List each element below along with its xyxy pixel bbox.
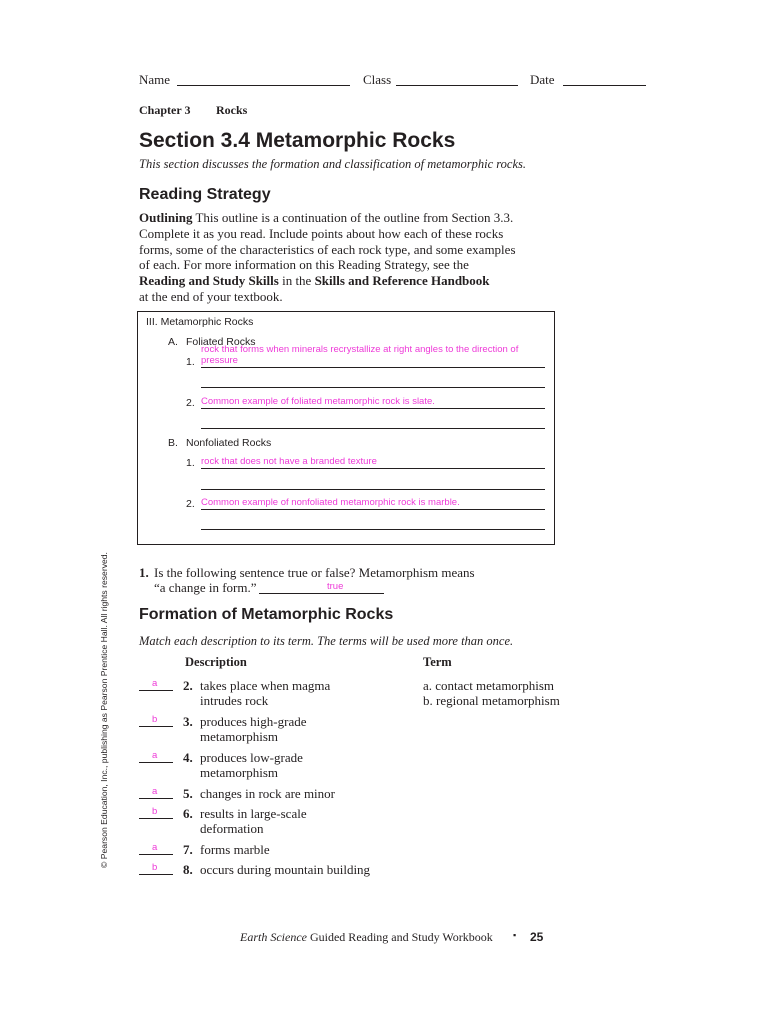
item-description-cont: intrudes rock	[200, 693, 269, 708]
class-label: Class	[363, 72, 392, 87]
matching-answer-field[interactable]	[139, 784, 173, 799]
item-number: 7.	[183, 842, 193, 857]
outline-a2-field[interactable]	[201, 394, 545, 409]
matching-answer-field[interactable]	[139, 860, 173, 875]
chapter-title: Rocks	[216, 103, 248, 117]
reading-strategy-text-1: This outline is a continuation of the outline from Section 3.3.	[195, 210, 514, 225]
copyright-notice: © Pearson Education, Inc., publishing as Pearson Prentice Hall. All rights reserved.	[99, 552, 109, 868]
item-number: 3.	[183, 714, 193, 729]
outline-b2-field[interactable]	[201, 495, 545, 510]
matching-answer: a	[152, 750, 158, 761]
handbook-ref: Skills and Reference Handbook	[314, 273, 490, 288]
item-description: occurs during mountain building	[200, 862, 371, 877]
matching-answer-field[interactable]	[139, 712, 173, 727]
outline-b2-field-extra[interactable]	[201, 515, 545, 530]
outline-b-title: Nonfoliated Rocks	[186, 437, 272, 449]
reading-study-skills-ref: Reading and Study Skills	[139, 273, 279, 288]
item-number: 5.	[183, 786, 193, 801]
date-label: Date	[530, 72, 555, 87]
matching-answer: a	[152, 842, 158, 853]
reading-strategy-heading: Reading Strategy	[139, 186, 271, 203]
outline-a1-number: 1.	[186, 356, 195, 368]
matching-answer-field[interactable]	[139, 748, 173, 763]
term-b: b. regional metamorphism	[423, 693, 560, 708]
reading-strategy-line-2: Complete it as you read. Include points about how each of these rocks	[139, 226, 504, 241]
outline-b2-number: 2.	[186, 498, 195, 510]
reading-strategy-line-3: forms, some of the characteristics of each rock type, and some examples	[139, 242, 516, 257]
item-number: 2.	[183, 678, 193, 693]
section-title: Section 3.4 Metamorphic Rocks	[139, 129, 456, 152]
outline-b-label: B.	[168, 437, 178, 449]
item-number: 6.	[183, 806, 193, 821]
outline-b2-answer: Common example of nonfoliated metamorphic rock is marble.	[201, 497, 460, 508]
item-description: changes in rock are minor	[200, 786, 336, 801]
item-description: takes place when magma	[200, 678, 331, 693]
outline-a-title: Foliated Rocks	[186, 336, 256, 348]
matching-answer-field[interactable]	[139, 804, 173, 819]
reading-strategy-line-4: of each. For more information on this Reading Strategy, see the	[139, 257, 469, 272]
item-description: results in large-scale	[200, 806, 307, 821]
footer-book-title	[240, 930, 493, 945]
item-description: forms marble	[200, 842, 270, 857]
formation-instructions: Match each description to its term. The terms will be used more than once.	[139, 634, 514, 648]
description-header: Description	[185, 655, 247, 669]
footer-book-italic: Earth Science	[240, 930, 307, 944]
date-field[interactable]	[563, 85, 646, 86]
matching-answer: b	[152, 806, 158, 817]
section-subtitle: This section discusses the formation and classification of metamorphic rocks.	[139, 157, 527, 171]
matching-answer: b	[152, 862, 158, 873]
matching-answer: b	[152, 714, 158, 725]
reading-strategy-line-1	[139, 210, 513, 226]
chapter-number: Chapter 3	[139, 103, 191, 117]
ref-in-the: in the	[282, 273, 312, 288]
q1-line-1: Is the following sentence true or false? Metamorphism means	[154, 565, 475, 580]
matching-answer-field[interactable]	[139, 676, 173, 691]
item-description-cont: metamorphism	[200, 729, 278, 744]
outline-title: III. Metamorphic Rocks	[146, 316, 254, 328]
outline-a1-answer: rock that forms when minerals recrystallize at right angles to the direction of pressure	[201, 344, 519, 366]
term-a: a. contact metamorphism	[423, 678, 555, 693]
outline-b1-field[interactable]	[201, 454, 545, 469]
outline-a2-answer: Common example of foliated metamorphic rock is slate.	[201, 396, 435, 407]
item-description: produces low-grade	[200, 750, 303, 765]
item-number: 4.	[183, 750, 193, 765]
reading-strategy-line-6: at the end of your textbook.	[139, 289, 283, 304]
matching-answer: a	[152, 786, 158, 797]
q1-line-2: “a change in form.”	[154, 580, 257, 595]
page-number: 25	[530, 930, 544, 944]
q1-answer-field[interactable]	[259, 579, 384, 594]
item-number: 8.	[183, 862, 193, 877]
outline-a2-number: 2.	[186, 397, 195, 409]
q1-number: 1.	[139, 565, 149, 580]
footer-bullet: ▪	[513, 930, 517, 940]
matching-answer: a	[152, 678, 158, 689]
matching-answer-field[interactable]	[139, 840, 173, 855]
outlining-lead: Outlining	[139, 210, 193, 225]
item-description: produces high-grade	[200, 714, 307, 729]
q1-answer: true	[327, 581, 344, 592]
term-header: Term	[423, 655, 452, 669]
reading-strategy-line-5	[139, 273, 490, 289]
item-description-cont: metamorphism	[200, 765, 278, 780]
outline-b1-field-extra[interactable]	[201, 475, 545, 490]
class-field[interactable]	[396, 85, 518, 86]
item-description-cont: deformation	[200, 821, 264, 836]
formation-heading: Formation of Metamorphic Rocks	[139, 606, 394, 623]
outline-b1-number: 1.	[186, 457, 195, 469]
name-field[interactable]	[177, 85, 350, 86]
outline-a1-field-extra[interactable]	[201, 373, 545, 388]
name-label: Name	[139, 72, 171, 87]
outline-a2-field-extra[interactable]	[201, 414, 545, 429]
outline-b1-answer: rock that does not have a branded texture	[201, 456, 377, 467]
footer-book-rest: Guided Reading and Study Workbook	[309, 930, 493, 944]
outline-a1-field[interactable]	[201, 344, 545, 368]
outline-a-label: A.	[168, 336, 178, 348]
